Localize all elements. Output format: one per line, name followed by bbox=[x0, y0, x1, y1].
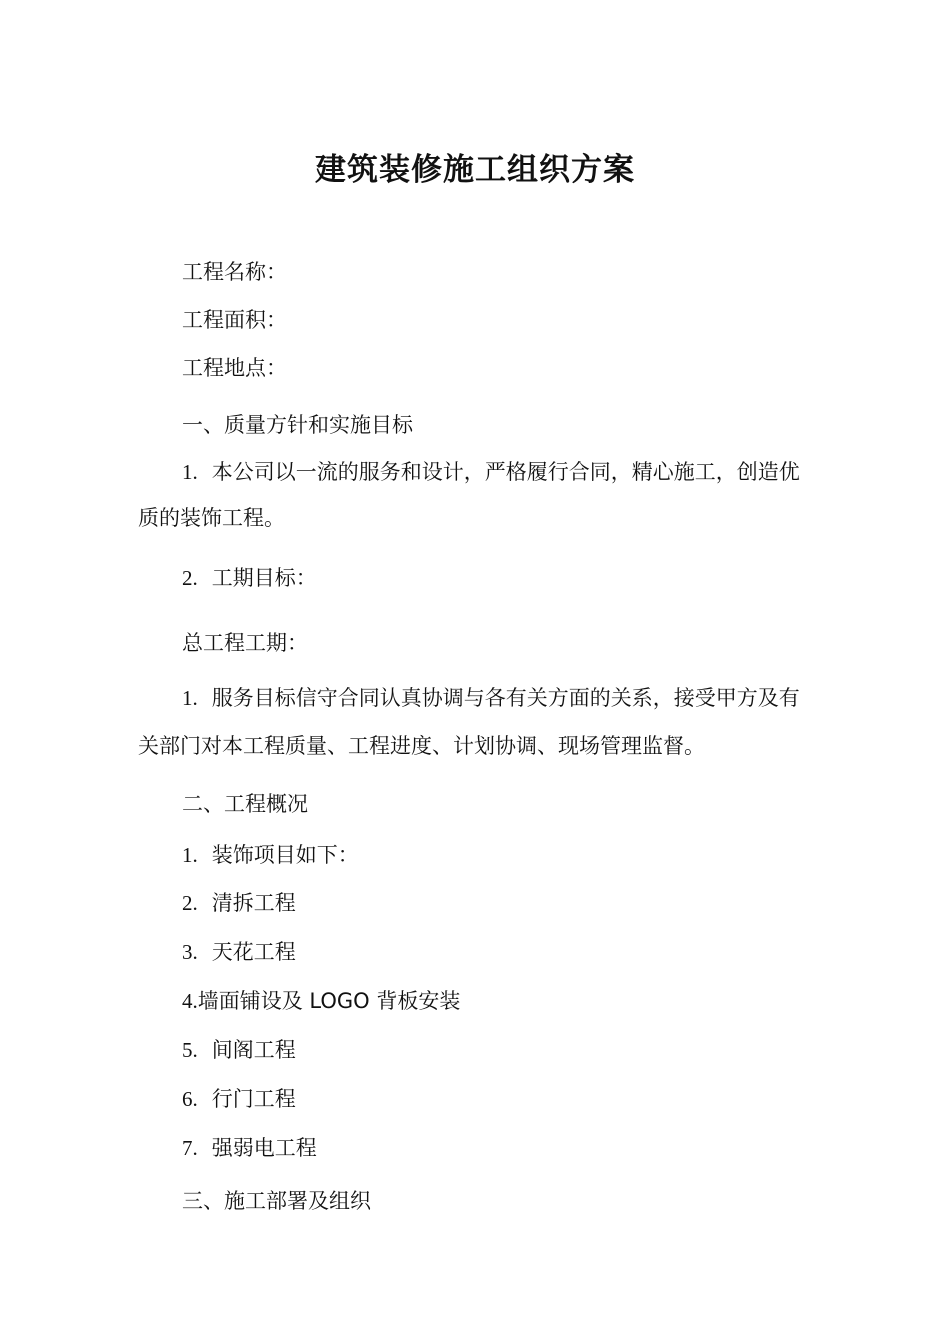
field-project-location: 工程地点： bbox=[182, 356, 287, 380]
list-item-text: 强弱电工程 bbox=[211, 1136, 317, 1160]
paragraph-quality-goal bbox=[182, 456, 800, 488]
list-item-text: 间阁工程 bbox=[211, 1038, 296, 1062]
paragraph-quality-goal-cont: 质的装饰工程。 bbox=[138, 506, 285, 530]
list-item bbox=[182, 985, 460, 1017]
list-number: 4. bbox=[182, 989, 198, 1013]
list-item bbox=[182, 887, 296, 919]
list-number: 1. bbox=[182, 460, 198, 484]
section-heading-overview: 二、工程概况 bbox=[182, 792, 308, 816]
list-item-text: 行门工程 bbox=[211, 1087, 296, 1111]
list-number: 1. bbox=[182, 843, 198, 867]
field-project-area: 工程面积： bbox=[182, 308, 287, 332]
list-item bbox=[182, 1083, 296, 1115]
list-number: 1. bbox=[182, 686, 198, 710]
list-number: 5. bbox=[182, 1038, 198, 1062]
paragraph-text: 本公司以一流的服务和设计，严格履行合同，精心施工，创造优 bbox=[211, 460, 800, 484]
list-item-text: 天花工程 bbox=[211, 940, 296, 964]
paragraph-text: 工期目标： bbox=[211, 566, 317, 590]
list-number: 7. bbox=[182, 1136, 198, 1160]
document-title: 建筑装修施工组织方案 bbox=[315, 152, 635, 188]
list-number: 6. bbox=[182, 1087, 198, 1111]
paragraph-service-goal bbox=[182, 682, 800, 714]
total-period: 总工程工期： bbox=[182, 631, 308, 655]
list-item bbox=[182, 1034, 296, 1066]
section-heading-quality: 一、质量方针和实施目标 bbox=[182, 413, 413, 437]
list-item-text: 清拆工程 bbox=[211, 891, 296, 915]
list-item bbox=[182, 1132, 317, 1164]
field-project-name: 工程名称： bbox=[182, 260, 287, 284]
list-item bbox=[182, 936, 296, 968]
list-item bbox=[182, 839, 359, 871]
list-number: 2. bbox=[182, 891, 198, 915]
list-number: 3. bbox=[182, 940, 198, 964]
paragraph-service-goal-cont: 关部门对本工程质量、工程进度、计划协调、现场管理监督。 bbox=[138, 734, 705, 758]
list-number: 2. bbox=[182, 566, 198, 590]
paragraph-schedule-goal bbox=[182, 562, 317, 594]
paragraph-text: 服务目标信守合同认真协调与各有关方面的关系，接受甲方及有 bbox=[211, 686, 800, 710]
list-item-text: 墙面铺设及 LOGO 背板安装 bbox=[197, 989, 461, 1013]
list-item-text: 装饰项目如下： bbox=[211, 843, 359, 867]
section-heading-deployment: 三、施工部署及组织 bbox=[182, 1189, 371, 1213]
